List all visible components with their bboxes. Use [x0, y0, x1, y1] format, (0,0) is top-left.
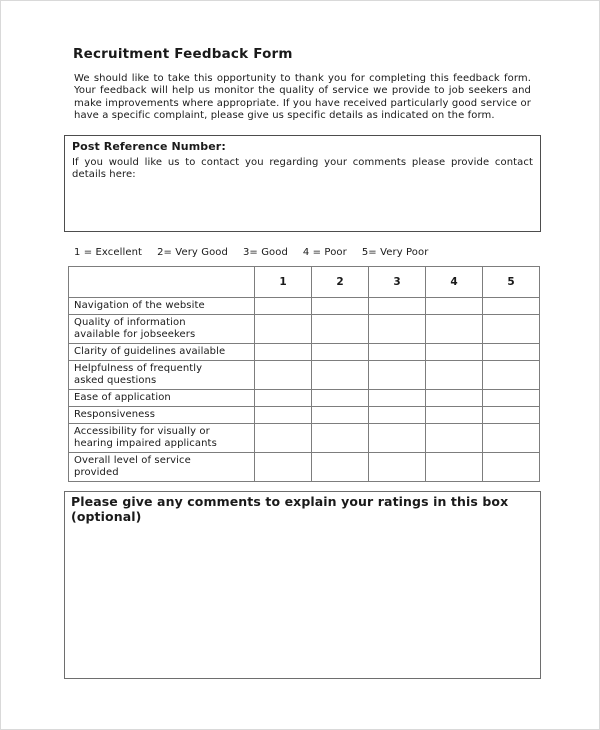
rating-cell[interactable] [255, 315, 312, 344]
rating-cell[interactable] [255, 407, 312, 424]
comments-heading: Please give any comments to explain your ratings in this box (optional) [71, 494, 509, 524]
row-label: Responsiveness [69, 407, 255, 424]
rating-table [68, 266, 540, 482]
rating-cell[interactable] [255, 361, 312, 390]
rating-column-header: 4 [426, 267, 483, 298]
table-row [69, 424, 540, 453]
criteria-header-cell [69, 267, 255, 298]
table-row [69, 407, 540, 424]
rating-cell[interactable] [369, 407, 426, 424]
rating-cell[interactable] [426, 298, 483, 315]
comments-box [64, 491, 541, 679]
post-reference-box [64, 135, 541, 232]
legend-item: 1 = Excellent [74, 247, 143, 258]
rating-cell[interactable] [369, 361, 426, 390]
rating-cell[interactable] [255, 344, 312, 361]
rating-cell[interactable] [426, 407, 483, 424]
rating-cell[interactable] [312, 361, 369, 390]
post-reference-heading: Post Reference Number: [72, 140, 226, 153]
rating-cell[interactable] [369, 424, 426, 453]
table-row [69, 298, 540, 315]
row-label: Navigation of the website [69, 298, 255, 315]
rating-cell[interactable] [369, 453, 426, 482]
legend-item: 2= Very Good [157, 247, 228, 258]
rating-cell[interactable] [426, 361, 483, 390]
row-label: Ease of application [69, 390, 255, 407]
rating-column-header: 3 [369, 267, 426, 298]
contact-details-input-area[interactable] [72, 182, 533, 228]
legend-item: 5= Very Poor [361, 247, 429, 258]
rating-cell[interactable] [426, 453, 483, 482]
intro-text: We should like to take this opportunity to thank you for completing this feedback form. Your feedback will help us monitor the quality of service we provide to job seekers and make improvements where appropriate. If you have received particularly good service or have a specific complaint, please give us specific details as indicated on the form. [74, 73, 531, 122]
table-row [69, 344, 540, 361]
rating-cell[interactable] [312, 315, 369, 344]
rating-cell[interactable] [426, 315, 483, 344]
rating-cell[interactable] [369, 390, 426, 407]
rating-cell[interactable] [312, 424, 369, 453]
rating-cell[interactable] [483, 424, 540, 453]
row-label: Clarity of guidelines available [69, 344, 255, 361]
row-label: Overall level of service provided [69, 453, 255, 482]
post-reference-instruction: If you would like us to contact you regarding your comments please provide contact details here: [72, 157, 533, 181]
table-row [69, 361, 540, 390]
rating-cell[interactable] [255, 390, 312, 407]
rating-cell[interactable] [369, 315, 426, 344]
rating-cell[interactable] [369, 298, 426, 315]
rating-cell[interactable] [483, 407, 540, 424]
rating-cell[interactable] [255, 298, 312, 315]
table-row [69, 453, 540, 482]
rating-cell[interactable] [312, 298, 369, 315]
table-row [69, 390, 540, 407]
table-row [69, 315, 540, 344]
rating-cell[interactable] [255, 453, 312, 482]
legend-item: 3= Good [242, 247, 288, 258]
rating-cell[interactable] [483, 453, 540, 482]
rating-cell[interactable] [483, 298, 540, 315]
rating-cell[interactable] [483, 344, 540, 361]
rating-cell[interactable] [369, 344, 426, 361]
rating-cell[interactable] [483, 361, 540, 390]
comments-input-area[interactable] [71, 524, 534, 684]
rating-column-header: 2 [312, 267, 369, 298]
page-title: Recruitment Feedback Form [73, 46, 293, 62]
legend-item: 4 = Poor [302, 247, 347, 258]
rating-column-header: 5 [483, 267, 540, 298]
rating-cell[interactable] [483, 315, 540, 344]
row-label: Quality of information available for jobseekers [69, 315, 255, 344]
rating-cell[interactable] [312, 453, 369, 482]
rating-cell[interactable] [312, 390, 369, 407]
rating-cell[interactable] [312, 407, 369, 424]
rating-cell[interactable] [483, 390, 540, 407]
rating-column-header: 1 [255, 267, 312, 298]
rating-cell[interactable] [426, 344, 483, 361]
rating-cell[interactable] [312, 344, 369, 361]
rating-cell[interactable] [255, 424, 312, 453]
table-header-row [69, 267, 540, 298]
row-label: Accessibility for visually or hearing impaired applicants [69, 424, 255, 453]
rating-cell[interactable] [426, 424, 483, 453]
rating-cell[interactable] [426, 390, 483, 407]
row-label: Helpfulness of frequently asked questions [69, 361, 255, 390]
rating-legend [74, 247, 428, 258]
